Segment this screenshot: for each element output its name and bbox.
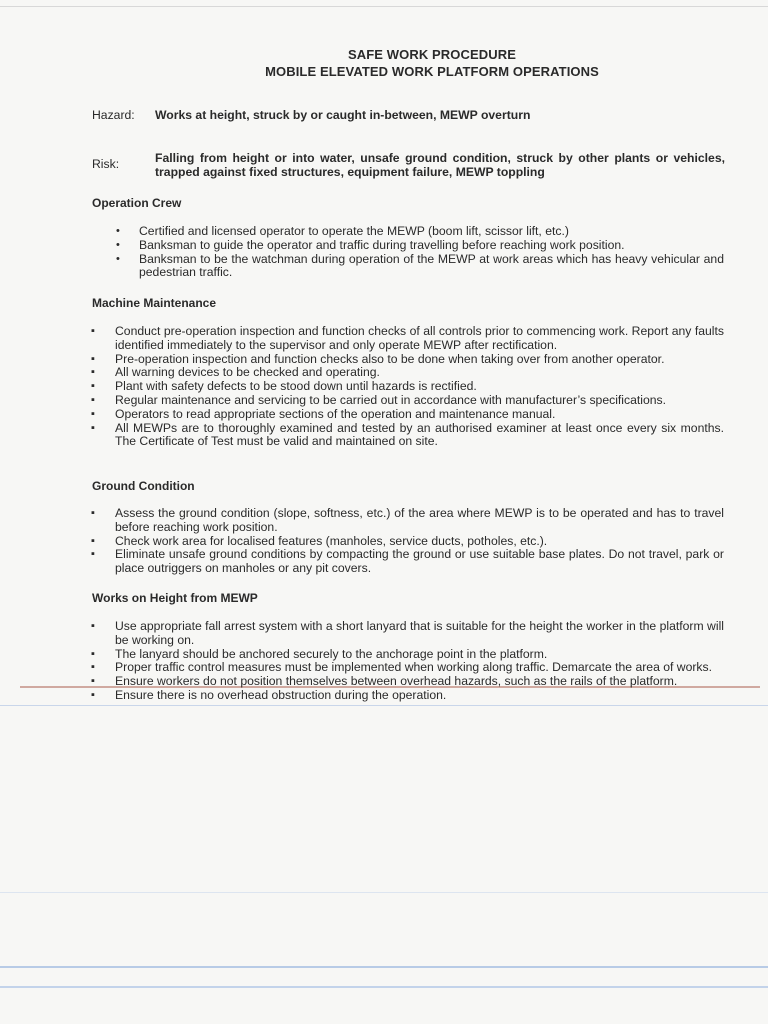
scan-line <box>0 986 768 988</box>
bullet-icon: ▪ <box>91 647 95 660</box>
bullet-icon: ▪ <box>91 620 95 632</box>
bullet-icon: • <box>116 225 120 237</box>
page-subtitle: MOBILE ELEVATED WORK PLATFORM OPERATIONS <box>265 64 599 79</box>
bullet-icon: ▪ <box>91 380 95 393</box>
machine-maintenance-list <box>0 325 768 449</box>
scan-line <box>0 705 768 706</box>
risk-label: Risk: <box>92 157 120 171</box>
list-item: ▪ Conduct pre-operation inspection and function checks of all controls prior to commencing work. Report any faults identified immediately to the supervisor and only operate MEWP after rectification. <box>91 324 724 352</box>
bullet-icon: ▪ <box>91 675 95 688</box>
works-on-height-list <box>0 620 768 703</box>
bullet-icon: ▪ <box>91 407 95 420</box>
ground-condition-list <box>0 507 768 576</box>
bullet-icon: ▪ <box>91 393 95 406</box>
section-heading-machine-maintenance: Machine Maintenance <box>92 296 217 310</box>
bullet-icon: ▪ <box>91 325 95 337</box>
bullet-icon: ▪ <box>91 352 95 365</box>
risk-text: Falling from height or into water, unsafe ground condition, struck by other plants or vehicles, trapped against fixed structures, equipment failure, MEWP toppling <box>155 151 725 179</box>
list-item: • Certified and licensed operator to operate the MEWP (boom lift, scissor lift, etc.) <box>116 224 569 238</box>
list-item: ▪ Plant with safety defects to be stood down until hazards is rectified. <box>91 379 477 394</box>
bullet-icon: • <box>116 252 120 265</box>
scan-line <box>0 892 768 893</box>
page-title: SAFE WORK PROCEDURE <box>347 47 517 62</box>
bullet-icon: ▪ <box>91 688 95 701</box>
scan-line <box>0 6 768 7</box>
hazard-label: Hazard: <box>92 108 135 122</box>
list-item: ▪ Regular maintenance and servicing to be carried out in accordance with manufacturer’s specifications. <box>91 392 666 407</box>
list-item: ▪ Ensure workers do not position themselves between overhead hazards, such as the rails of the platform. <box>91 674 678 689</box>
section-heading-works-on-height: Works on Height from MEWP <box>92 591 258 605</box>
list-item: ▪ All MEWPs are to thoroughly examined and tested by an authorised examiner at least once every six months. The Certificate of Test must be valid and maintained on site. <box>91 420 724 449</box>
bullet-icon: ▪ <box>91 421 95 434</box>
bullet-icon: ▪ <box>91 534 95 547</box>
bullet-icon: • <box>116 238 120 251</box>
list-item: • Banksman to guide the operator and traffic during travelling before reaching work position. <box>116 237 625 252</box>
list-item: ▪ All warning devices to be checked and operating. <box>91 365 380 380</box>
bullet-icon: ▪ <box>91 661 95 674</box>
bullet-icon: ▪ <box>91 366 95 379</box>
list-item: ▪ Operators to read appropriate sections of the operation and maintenance manual. <box>91 406 556 421</box>
operation-crew-list <box>0 225 768 280</box>
bullet-icon: ▪ <box>91 548 95 561</box>
list-item: ▪ Eliminate unsafe ground conditions by compacting the ground or use suitable base plates. Do not travel, park or place outriggers on manholes or any pit covers. <box>91 547 724 576</box>
list-item: • Banksman to be the watchman during operation of the MEWP at work areas which has heavy vehicular and pedestrian traffic. <box>116 251 724 280</box>
section-heading-ground-condition: Ground Condition <box>92 479 195 493</box>
list-item: ▪ Proper traffic control measures must be implemented when working along traffic. Demarcate the area of works. <box>91 660 713 675</box>
list-item: ▪ Ensure there is no overhead obstruction during the operation. <box>91 687 447 702</box>
list-item: ▪ Check work area for localised features (manholes, service ducts, potholes, etc.). <box>91 533 548 548</box>
list-item: ▪ Assess the ground condition (slope, softness, etc.) of the area where MEWP is to be operated and has to travel before reaching work position. <box>91 506 724 534</box>
hazard-text: Works at height, struck by or caught in-between, MEWP overturn <box>155 108 531 122</box>
bullet-icon: ▪ <box>91 507 95 519</box>
list-item: ▪ The lanyard should be anchored securely to the anchorage point in the platform. <box>91 646 548 661</box>
list-item: ▪ Pre-operation inspection and function checks also to be done when taking over from another operator. <box>91 351 665 366</box>
section-heading-operation-crew: Operation Crew <box>92 196 182 210</box>
scan-line <box>0 966 768 968</box>
list-item: ▪ Use appropriate fall arrest system with a short lanyard that is suitable for the height the worker in the platform will be working on. <box>91 619 724 647</box>
